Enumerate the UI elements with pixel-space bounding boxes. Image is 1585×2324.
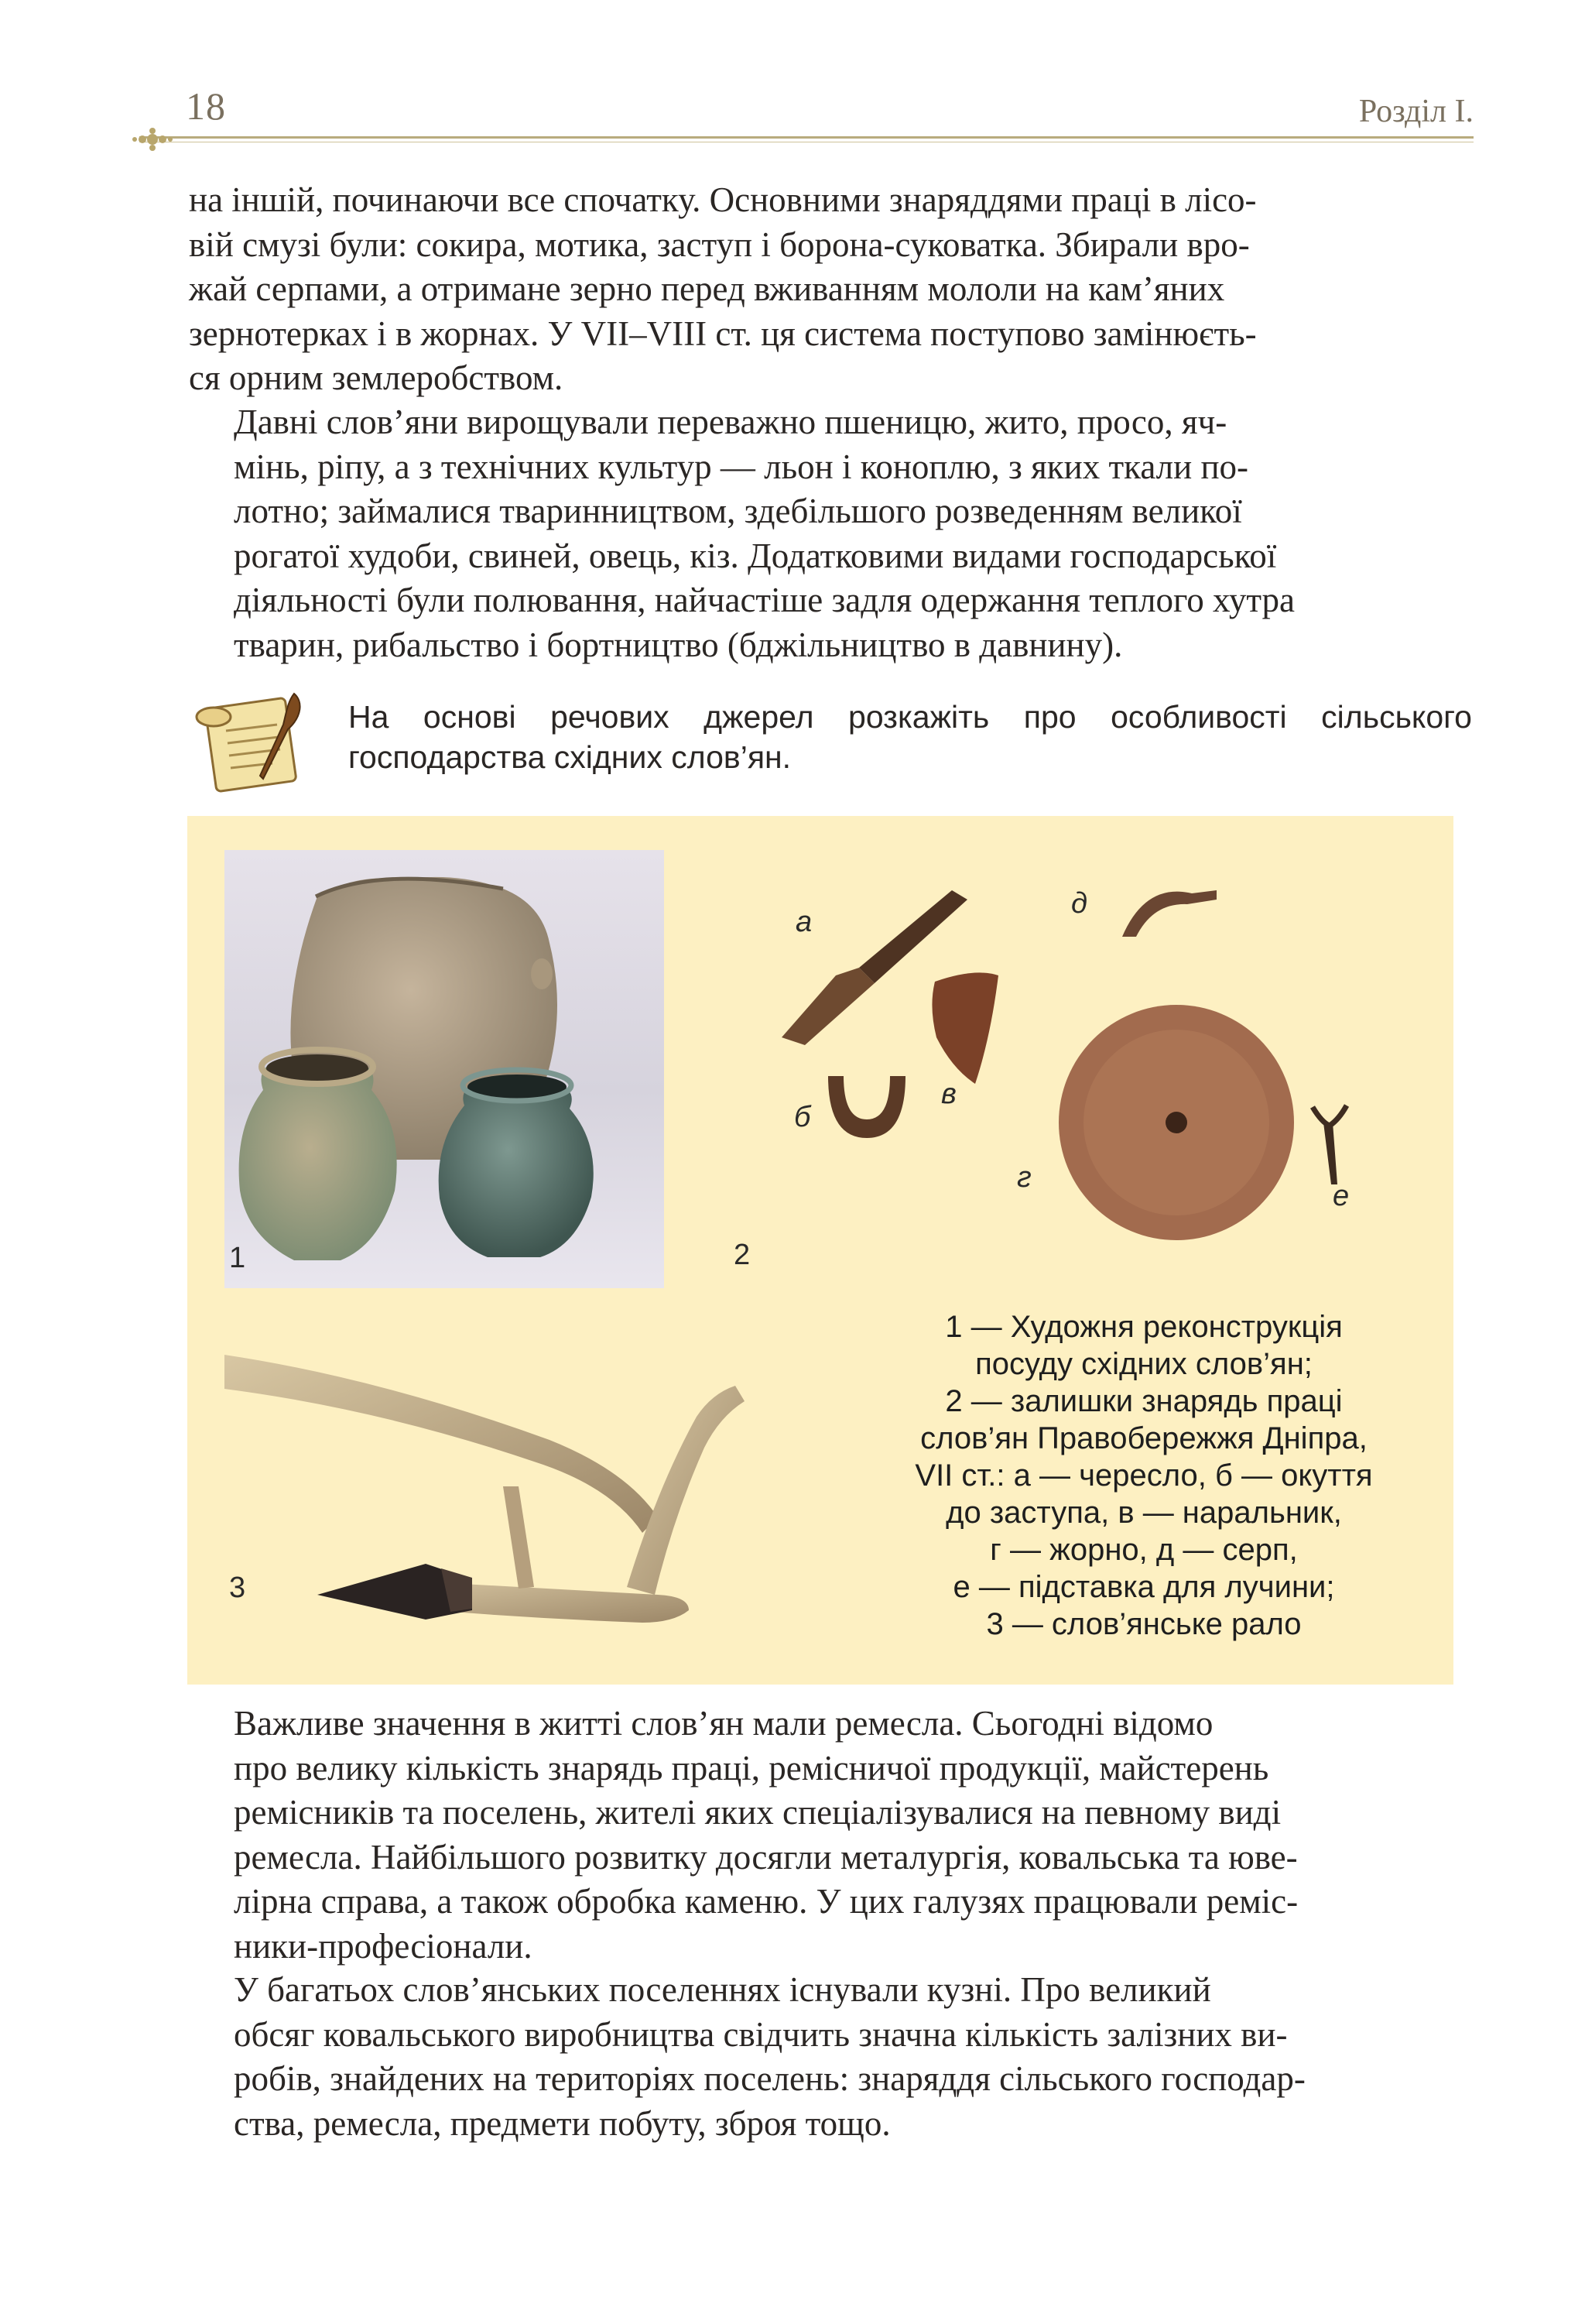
tools-photo — [743, 859, 1378, 1262]
plough-photo — [224, 1332, 952, 1654]
text-line: жай серпами, а отримане зерно перед вживанням мололи на кам’яних — [189, 269, 1225, 308]
caption-line: г — жорно, д — серп, — [990, 1533, 1298, 1567]
text-line: лірна справа, а також обробка каменю. У цих галузях працювали реміс- — [234, 1882, 1299, 1921]
text-line: ники-професіонали. — [234, 1926, 532, 1966]
text-line: про велику кількість знарядь праці, ремісничої продукції, майстерень — [234, 1748, 1269, 1788]
letter-b: б — [794, 1101, 811, 1133]
text-line: мінь, ріпу, а з технічних культур — льон і коноплю, з яких ткали по- — [234, 447, 1249, 486]
letter-a: а — [796, 906, 813, 938]
text-line: рогатої худоби, свиней, овець, кіз. Додатковими видами господарської — [234, 536, 1277, 575]
letter-e: е — [1333, 1180, 1350, 1212]
caption-line: посуду східних слов’ян; — [975, 1347, 1313, 1381]
caption-line: слов’ян Правобережжя Дніпра, — [920, 1421, 1368, 1455]
figure-caption — [873, 1308, 1415, 1643]
pottery-photo — [224, 850, 664, 1288]
paragraph-4 — [189, 1968, 1472, 2146]
caption-line: до заступа, в — наральник, — [946, 1496, 1342, 1530]
caption-line: 3 — слов’янське рало — [986, 1607, 1302, 1641]
text-line: ства, ремесла, предмети побуту, зброя тощо. — [234, 2103, 891, 2143]
caption-line: 1 — Художня реконструкція — [945, 1310, 1343, 1344]
text-line: Давні слов’яни вирощували переважно пшеницю, жито, просо, яч- — [234, 403, 1227, 441]
paragraph-1 — [189, 178, 1472, 401]
quill-scroll-icon — [186, 686, 316, 796]
text-line: обсяг ковальського виробництва свідчить значна кількість залізних ви- — [234, 2014, 1288, 2054]
text-line: Важливе значення в житті слов’ян мали ремесла. Сьогодні відомо — [234, 1704, 1214, 1743]
text-line: вій смузі були: сокира, мотика, заступ і борона-суковатка. Збирали вро- — [189, 225, 1250, 264]
text-line: на іншій, починаючи все спочатку. Основними знаряддями праці в лісо- — [189, 180, 1257, 219]
letter-d: д — [1071, 887, 1088, 920]
text-line: діяльності були полювання, найчастіше задля одержання теплого хутра — [234, 581, 1296, 619]
text-line: тварин, рибальство і бортництво (бджільництво в давнину). — [234, 625, 1123, 664]
figure-label-3: 3 — [229, 1572, 246, 1604]
text-line: робів, знайдених на територіях поселень: знаряддя сільського господар- — [234, 2059, 1306, 2098]
task-text: На основі речових джерел розкажіть про особливості сільського господарства східних слов’ян. — [348, 699, 1472, 775]
caption-line: 2 — залишки знарядь праці — [945, 1384, 1343, 1418]
section-title: Розділ I. — [1358, 94, 1474, 129]
caption-line: VII ст.: а — чересло, б — окуття — [915, 1458, 1373, 1493]
text-line: ся орним землеробством. — [189, 358, 563, 397]
figure-label-1: 1 — [229, 1242, 246, 1274]
caption-line: е — підставка для лучини; — [953, 1570, 1335, 1604]
paragraph-2 — [189, 400, 1472, 667]
text-line: зернотерках і в жорнах. У VII–VIII ст. ця система поступово замінюєть- — [189, 314, 1257, 353]
letter-v: в — [941, 1078, 957, 1110]
text-line: ремісників та поселень, жителі яких спеціалізувалися на певному виді — [234, 1793, 1282, 1832]
text-line: ремесла. Найбільшого розвитку досягли металургія, ковальська та юве- — [234, 1837, 1298, 1877]
page-number: 18 — [186, 84, 226, 128]
header-rule — [139, 136, 1474, 139]
figure-label-2: 2 — [734, 1239, 751, 1271]
text-line: лотно; займалися тваринництвом, здебільшого розведенням великої — [234, 492, 1242, 530]
paragraph-3 — [189, 1702, 1472, 1969]
letter-g: г — [1017, 1161, 1032, 1194]
ornament-icon — [128, 124, 176, 155]
text-line: У багатьох слов’янських поселеннях існували кузні. Про великий — [234, 1970, 1211, 2009]
